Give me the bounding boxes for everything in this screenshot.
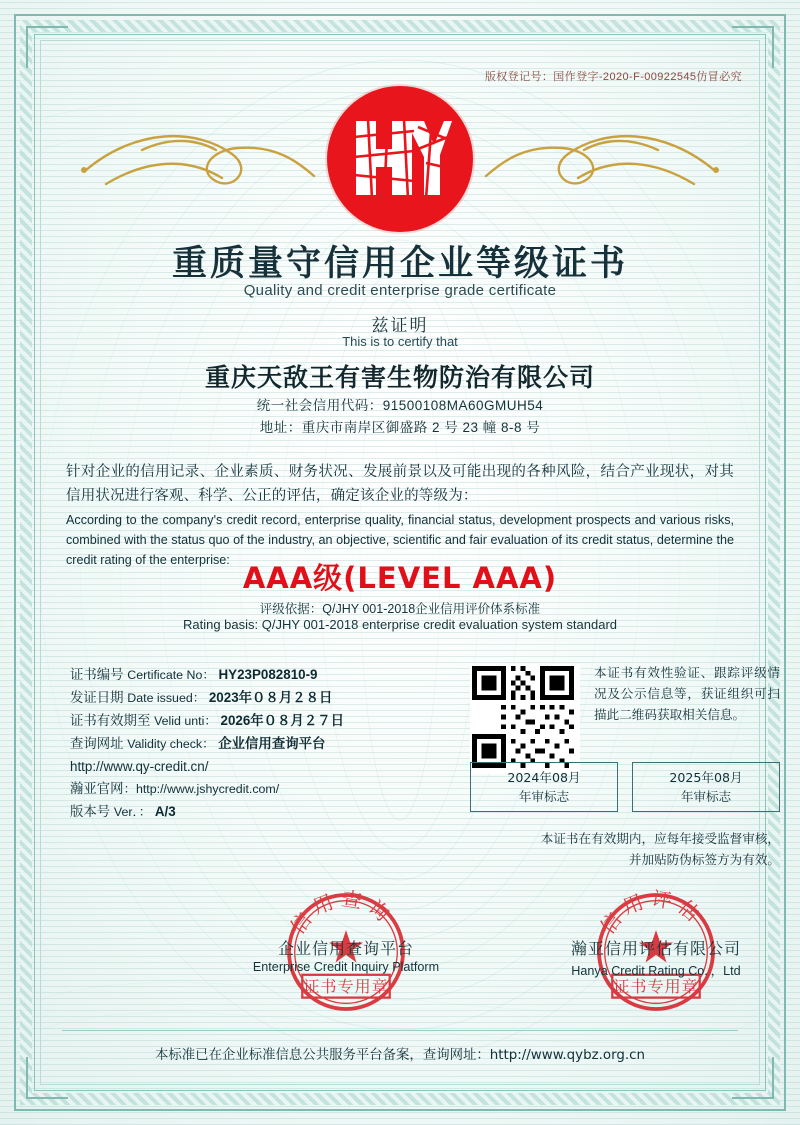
copyright-registration-text: 版权登记号：国作登字-2020-F-00922545仿冒必究 <box>484 71 742 83</box>
company-name: 重庆天敌王有害生物防治有限公司 <box>204 363 595 392</box>
validity-check-url[interactable]: http://www.qy-credit.cn/ <box>70 759 209 774</box>
stamp-issuer-name-cn: 企业信用查询平台 <box>277 939 414 958</box>
detail-row[interactable] <box>70 778 450 801</box>
qr-code[interactable] <box>470 664 580 774</box>
credit-level: AAA级(LEVEL AAA) <box>242 561 558 595</box>
qr-code-note: 本证书有效性验证、跟踪评级情况及公示信息等，获证组织可扫描此二维码获取相关信息。 <box>594 665 780 722</box>
stamp-issuer-name-en: Hanya Credit Rating Co．，Ltd <box>571 964 741 978</box>
detail-row <box>70 733 450 756</box>
svg-text:证书专用章: 证书专用章 <box>613 976 699 996</box>
annual-review-marks <box>470 762 780 812</box>
detail-label-en: Date issued： <box>127 691 206 705</box>
detail-value: A/3 <box>154 804 176 819</box>
social-credit-code-value: 91500108MA60GMUH54 <box>382 398 544 413</box>
detail-label-cn: 发证日期 <box>70 691 124 706</box>
certify-line-cn: 兹证明 <box>371 316 429 336</box>
company-logo <box>327 86 473 232</box>
annual-review-label: 年审标志 <box>680 789 732 804</box>
company-address <box>46 416 754 436</box>
annual-review-mark-2025 <box>632 762 780 812</box>
annual-review-note <box>514 828 780 870</box>
detail-label-cn: 瀚亚官网 <box>70 782 124 797</box>
company-address-label: 地址： <box>259 420 302 435</box>
page-title-en: Quality and credit enterprise grade certificate <box>243 282 557 299</box>
annual-review-year: 2024年08月 <box>507 770 581 785</box>
qr-code-image <box>472 666 574 768</box>
company-address-value: 重庆市南岸区御盛路 2 号 23 幢 8-8 号 <box>301 420 541 435</box>
detail-row <box>70 687 450 710</box>
certificate-content <box>46 46 780 1079</box>
detail-label-en: Ver．： <box>113 805 152 819</box>
detail-value: HY23P082810-9 <box>218 667 318 682</box>
detail-label-cn: 版本号 <box>70 805 111 820</box>
annual-review-year: 2025年08月 <box>669 770 743 785</box>
detail-label-en: Velid unti： <box>154 714 217 728</box>
svg-text:证书专用章: 证书专用章 <box>303 976 389 996</box>
evaluation-paragraph <box>66 460 734 570</box>
footer-note: 本标准已在企业标准信息公共服务平台备案，查询网址：http://www.qybz.org.cn <box>155 1048 645 1063</box>
footer-divider <box>62 1030 738 1031</box>
annual-review-mark-2024 <box>470 762 618 812</box>
detail-label-cn: 查询网址 <box>70 737 124 752</box>
detail-value: 2026年０８月２７日 <box>220 713 345 728</box>
rating-basis-en: Rating basis: Q/JHY 001-2018 enterprise credit evaluation system standard <box>182 617 618 632</box>
detail-label-en: Validity check： <box>127 737 215 751</box>
detail-row <box>70 801 450 824</box>
detail-row <box>70 710 450 733</box>
page-title-cn: 重质量守信用企业等级证书 <box>171 244 628 284</box>
svg-text:信用评估: 信用评估 <box>595 886 709 939</box>
hy-monogram-icon <box>348 111 452 207</box>
svg-text:信用查询: 信用查询 <box>285 886 399 939</box>
stamps-area <box>46 876 754 1016</box>
social-credit-code-label: 统一社会信用代码： <box>256 398 383 413</box>
annual-review-label: 年审标志 <box>518 789 570 804</box>
detail-row <box>70 664 450 687</box>
official-website-url[interactable]: ：http://www.jshycredit.com/ <box>123 782 280 796</box>
detail-label-cn: 证书编号 <box>70 668 124 683</box>
evaluation-paragraph-cn: 针对企业的信用记录、企业素质、财务状况、发展前景以及可能出现的各种风险，结合产业现状，对其信用状况进行客观、科学、公正的评估，确定该企业的等级为： <box>66 464 734 504</box>
stamp-issuer-name-en: Enterprise Credit Inquiry Platform <box>252 960 440 974</box>
detail-value: 2023年０８月２８日 <box>208 690 333 705</box>
annual-review-note-line1: 本证书在有效期内，应每年接受监督审核， <box>540 831 780 846</box>
detail-value: 企业信用查询平台 <box>218 736 326 751</box>
detail-label-en: Certificate No： <box>127 668 215 682</box>
evaluation-paragraph-en: According to the company's credit record, enterprise quality, financial status, development prospects and various risks, combined with the status quo of the industry, an objective, scientific and fair evaluation of its credit status, determine the credit rating of the enterprise: <box>66 513 734 567</box>
certify-line-en: This is to certify that <box>342 334 458 349</box>
certificate-details <box>70 664 450 824</box>
annual-review-note-line2: 并加贴防伪标签方为有效。 <box>628 852 780 867</box>
stamp-issuer-name-cn: 瀚亚信用评估有限公司 <box>570 939 741 958</box>
social-credit-code <box>46 394 754 414</box>
rating-basis-cn: 评级依据：Q/JHY 001-2018企业信用评价体系标准 <box>259 602 541 616</box>
detail-label-cn: 证书有效期至 <box>70 714 151 729</box>
